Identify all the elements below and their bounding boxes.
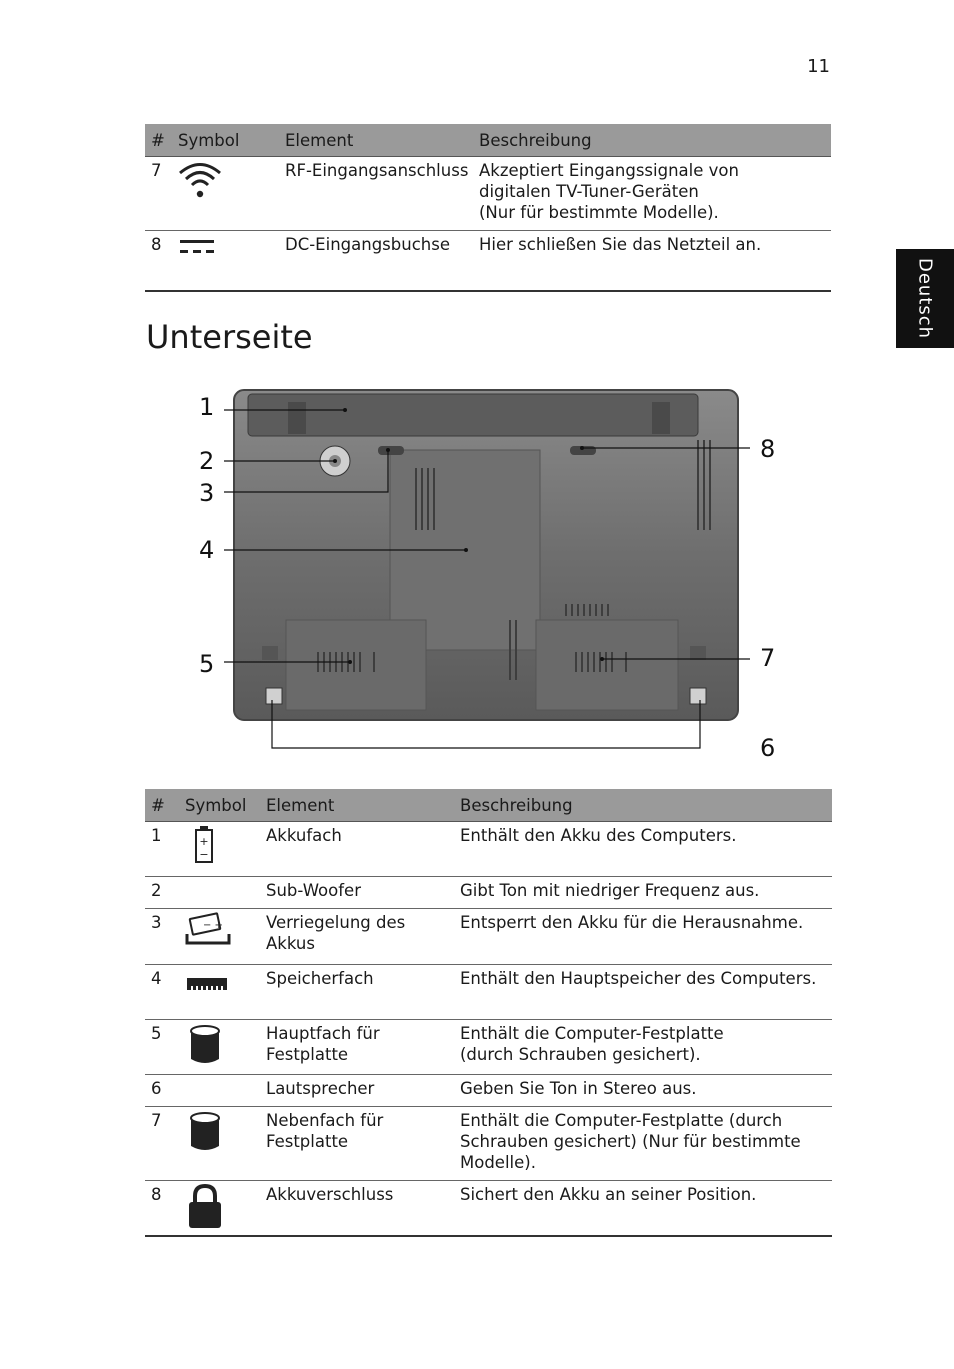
row-element: RF-Eingangsanschluss	[279, 157, 473, 231]
desc-line: digitalen TV-Tuner-Geräten	[479, 182, 699, 201]
desc-line: Enthält den Hauptspeicher des Computers.	[460, 969, 817, 988]
desc-line: Sichert den Akku an seiner Position.	[460, 1185, 757, 1204]
element-line: Hauptfach für	[266, 1024, 380, 1043]
row-element	[260, 1075, 454, 1107]
row-element: DC-Eingangsbuchse	[279, 231, 473, 291]
callout-1: 1	[199, 393, 215, 421]
row-description	[454, 965, 832, 1020]
hard-disk-icon	[185, 1023, 260, 1067]
table-row	[145, 965, 832, 1020]
element-line: Verriegelung des	[266, 913, 406, 932]
desc-line: Enthält die Computer-Festplatte	[460, 1024, 724, 1043]
element-line: Lautsprecher	[266, 1079, 375, 1098]
row-description	[473, 157, 831, 231]
callout-8: 8	[760, 435, 776, 463]
table-row	[145, 157, 831, 231]
dc-power-icon	[178, 234, 279, 258]
row-number: 8	[145, 1181, 179, 1236]
row-symbol	[179, 909, 260, 965]
table-row	[145, 877, 832, 909]
desc-line: Gibt Ton mit niedriger Frequenz aus.	[460, 881, 760, 900]
wifi-signal-icon	[178, 160, 279, 200]
row-symbol	[179, 965, 260, 1020]
row-number: 1	[145, 822, 179, 877]
row-element	[260, 1181, 454, 1236]
element-line: Akkuverschluss	[266, 1185, 394, 1204]
row-symbol	[172, 231, 279, 291]
battery-icon	[185, 825, 260, 865]
row-symbol	[179, 1075, 260, 1107]
row-symbol	[179, 877, 260, 909]
row-number: 7	[145, 1107, 179, 1181]
desc-line: Entsperrt den Akku für die Herausnahme.	[460, 913, 804, 932]
row-element	[260, 1107, 454, 1181]
row-number: 8	[145, 231, 172, 291]
row-description	[454, 1181, 832, 1236]
element-line: Akkufach	[266, 826, 342, 845]
svg-text:+: +	[199, 835, 209, 848]
element-line: Nebenfach für	[266, 1111, 384, 1130]
callout-5: 5	[199, 650, 215, 678]
table-header-row	[145, 789, 832, 822]
table-row	[145, 1181, 832, 1236]
header-number: #	[145, 789, 179, 822]
hard-disk-icon	[185, 1110, 260, 1154]
language-tab	[896, 249, 954, 348]
element-line: Festplatte	[266, 1132, 349, 1151]
row-symbol	[172, 157, 279, 231]
row-number: 5	[145, 1020, 179, 1075]
row-description	[454, 1075, 832, 1107]
row-description	[454, 877, 832, 909]
row-description	[454, 909, 832, 965]
desc-line: Hier schließen Sie das Netzteil an.	[479, 235, 762, 254]
row-number: 3	[145, 909, 179, 965]
desc-line: (durch Schrauben gesichert).	[460, 1045, 701, 1064]
table-row	[145, 1020, 832, 1075]
callout-4: 4	[199, 536, 215, 564]
header-description: Beschreibung	[473, 124, 831, 157]
desc-line: Geben Sie Ton in Stereo aus.	[460, 1079, 697, 1098]
callout-3: 3	[199, 479, 215, 507]
table-row	[145, 1075, 832, 1107]
row-description	[454, 822, 832, 877]
header-element: Element	[279, 124, 473, 157]
header-symbol: Symbol	[172, 124, 279, 157]
section-title: Unterseite	[146, 318, 313, 356]
row-symbol	[179, 1020, 260, 1075]
desc-line: Enthält die Computer-Festplatte (durch	[460, 1111, 783, 1130]
table-row	[145, 822, 832, 877]
battery-lock-icon	[185, 1184, 260, 1230]
element-line: Sub-Woofer	[266, 881, 361, 900]
row-number: 4	[145, 965, 179, 1020]
element-line: Akkus	[266, 934, 315, 953]
row-description	[473, 231, 831, 291]
laptop-bottom-figure	[190, 380, 790, 769]
desc-line: Akzeptiert Eingangssignale von	[479, 161, 739, 180]
header-symbol: Symbol	[179, 789, 260, 822]
desc-line: Schrauben gesichert) (Nur für bestimmte	[460, 1132, 801, 1151]
laptop-bottom-illustration	[190, 380, 790, 765]
row-element	[260, 877, 454, 909]
desc-line: Modelle).	[460, 1153, 536, 1172]
header-number: #	[145, 124, 172, 157]
table-row	[145, 1107, 832, 1181]
page-number: 11	[807, 56, 830, 77]
memory-module-icon	[185, 968, 260, 998]
element-line: Festplatte	[266, 1045, 349, 1064]
element-line: Speicherfach	[266, 969, 374, 988]
header-element: Element	[260, 789, 454, 822]
row-number: 7	[145, 157, 172, 231]
desc-line: (Nur für bestimmte Modelle).	[479, 203, 719, 222]
row-element	[260, 1020, 454, 1075]
battery-release-icon	[185, 912, 260, 948]
table-row	[145, 231, 831, 291]
table-row	[145, 909, 832, 965]
header-description: Beschreibung	[454, 789, 832, 822]
components-table	[145, 789, 832, 1237]
callout-6: 6	[760, 734, 776, 762]
row-symbol	[179, 1107, 260, 1181]
row-description	[454, 1107, 832, 1181]
row-description	[454, 1020, 832, 1075]
svg-text:− +: − +	[203, 920, 223, 931]
row-element	[260, 965, 454, 1020]
svg-text:−: −	[199, 848, 209, 861]
row-element	[260, 822, 454, 877]
row-number: 2	[145, 877, 179, 909]
row-number: 6	[145, 1075, 179, 1107]
row-symbol	[179, 1181, 260, 1236]
row-symbol	[179, 822, 260, 877]
connector-table	[145, 124, 831, 292]
callout-2: 2	[199, 447, 215, 475]
callout-7: 7	[760, 644, 776, 672]
row-element	[260, 909, 454, 965]
desc-line: Enthält den Akku des Computers.	[460, 826, 737, 845]
table-header-row	[145, 124, 831, 157]
language-tab-label: Deutsch	[914, 257, 936, 340]
